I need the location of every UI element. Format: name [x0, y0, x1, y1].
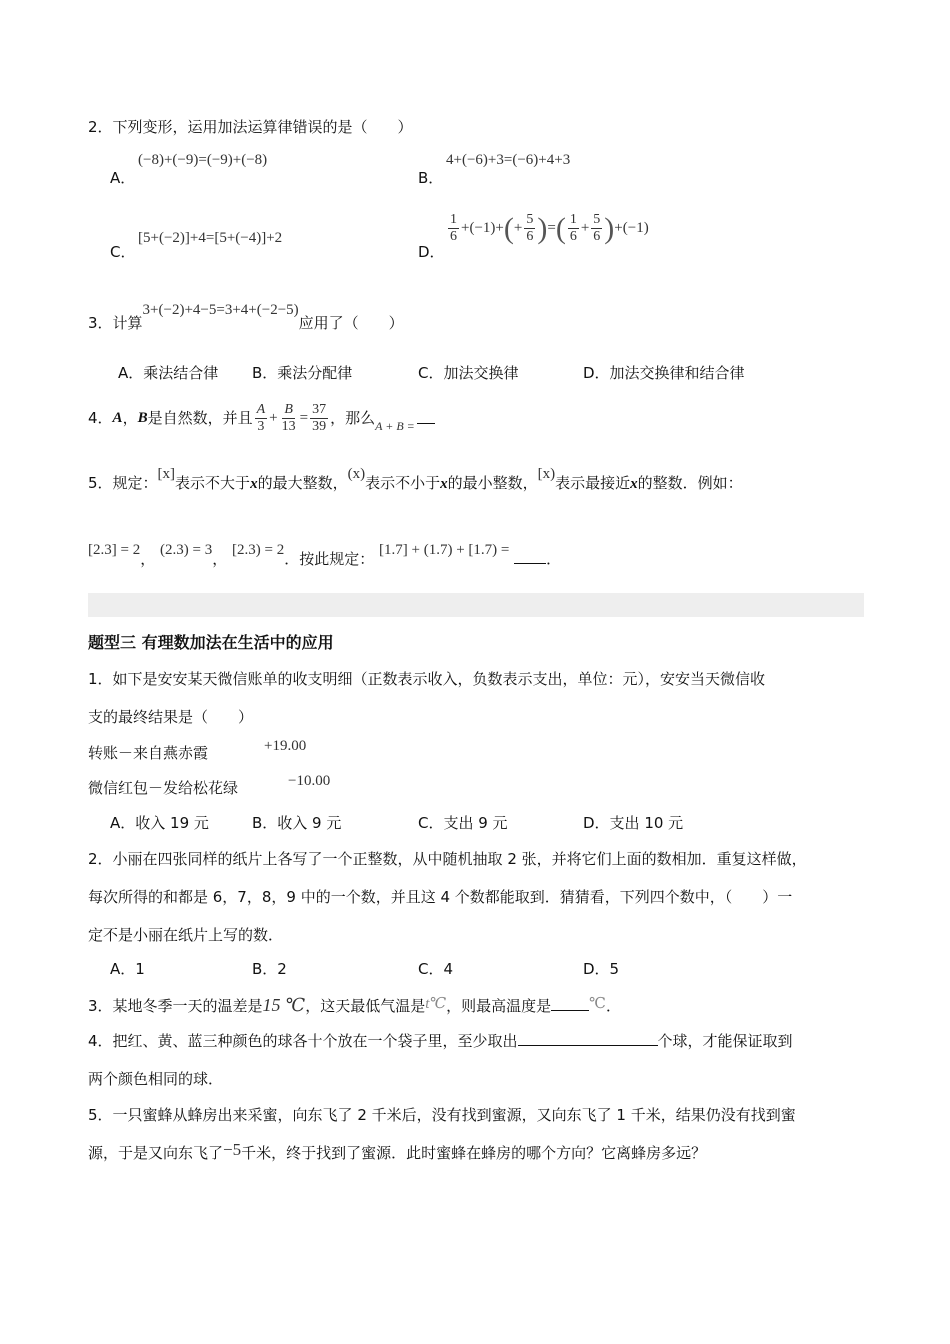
option-c: C．加法交换律 — [418, 364, 519, 382]
s3-question-2-line-2: 每次所得的和都是 6，7，8，9 中的一个数，并且这 4 个数都能取到．猜猜看，下列四个数中，（ ）一 — [88, 888, 793, 906]
fraction: $\frac{37}{39}$ — [312, 401, 327, 434]
s3-question-5-line-1: 5．一只蜜蜂从蜂房出来采蜜，向东飞了 2 千米后，没有找到蜜源，又向东飞了 1 千米，结果仍没有找到蜜 — [88, 1106, 796, 1124]
option-b: B．收入 9 元 — [252, 814, 342, 832]
s3-question-4-line-2: 两个颜色相同的球． — [88, 1070, 224, 1088]
option-b: B．乘法分配律 — [252, 364, 353, 382]
question-2-stem: 2．下列变形，运用加法运算律错误的是（ ） — [88, 118, 413, 136]
answer-blank[interactable] — [518, 1031, 658, 1046]
bill-row-1-value: +19.00 — [264, 738, 307, 754]
option-a: A．乘法结合律 — [118, 364, 219, 382]
bill-row-2-label: 微信红包－发给松花绿 — [88, 779, 239, 797]
option-d: D．5 — [583, 960, 620, 978]
fraction: $\frac{1}{6}$ — [569, 212, 577, 244]
fraction: $\frac{A}{3}$ — [256, 401, 266, 434]
fraction: $\frac{5}{6}$ — [526, 212, 534, 244]
option-c: C．支出 9 元 — [418, 814, 508, 832]
s3-question-1-line-1: 1．如下是安安某天微信账单的收支明细（正数表示收入，负数表示支出，单位：元），安安当天微信收 — [88, 670, 766, 688]
s3-question-4-line-1: 4．把红、黄、蓝三种颜色的球各十个放在一个袋子里，至少取出 个球，才能保证取到 — [88, 1032, 793, 1050]
option-b: B．2 — [252, 960, 287, 978]
option-b-label: B． — [418, 169, 444, 187]
s3-question-2-line-1: 2．小丽在四张同样的纸片上各写了一个正整数，从中随机抽取 2 张，并将它们上面的数相加．重复这样做， — [88, 850, 807, 868]
fraction: $\frac{B}{13}$ — [281, 401, 296, 434]
option-d: D．加法交换律和结合律 — [583, 364, 745, 382]
option-a: A．收入 19 元 — [110, 814, 209, 832]
answer-blank[interactable] — [551, 996, 589, 1011]
option-d-label: D． — [418, 243, 445, 261]
question-5-stem: 5．规定：[x]表示不大于x的最大整数，(x)表示不小于x的最小整数，[x)表示最接近x的整数．例如： — [88, 466, 743, 492]
option-a-formula: (−8)+(−9)=(−9)+(−8) — [138, 152, 268, 168]
option-c-label: C． — [110, 243, 136, 261]
bill-row-1-label: 转账－来自燕赤霞 — [88, 744, 209, 762]
fraction: $\frac{5}{6}$ — [593, 212, 601, 244]
answer-blank[interactable] — [417, 413, 435, 424]
option-b-formula: 4+(−6)+3=(−6)+4+3 — [446, 152, 571, 168]
s3-question-2-line-3: 定不是小丽在纸片上写的数． — [88, 926, 284, 944]
option-a-label: A． — [110, 169, 136, 187]
section-divider — [88, 593, 864, 617]
s3-question-3: 3．某地冬季一天的温差是15 ℃，这天最低气温是t℃，则最高温度是 ℃． — [88, 995, 621, 1015]
option-d: D．支出 10 元 — [583, 814, 684, 832]
option-a: A．1 — [110, 960, 145, 978]
answer-blank[interactable] — [514, 549, 546, 564]
question-5-examples: [2.3] = 2， (2.3) = 3， [2.3) = 2．按此规定： [1.7] + (1.7) + [1.7) = ． — [88, 542, 562, 568]
option-c: C．4 — [418, 960, 454, 978]
question-3-stem: 3．计算3+(−2)+4−5=3+4+(−2−5)应用了（ ） — [88, 302, 404, 332]
option-d-formula: $\frac{1}{6}$ +(−1)+ ( + $\frac{5}{6}$ ) = ( $\frac{1}{6}$ + $\frac{5}{6}$ ) +(−1) — [450, 211, 649, 245]
section-heading: 题型三 有理数加法在生活中的应用 — [88, 633, 334, 652]
s3-question-5-line-2: 源，于是又向东飞了−5千米，终于找到了蜜源．此时蜜蜂在蜂房的哪个方向？它离蜂房多远？ — [88, 1140, 707, 1162]
bill-row-2-value: −10.00 — [288, 773, 331, 789]
fraction: $\frac{1}{6}$ — [450, 212, 457, 244]
question-4-stem: 4． A ， B 是自然数，并且 $\frac{A}{3}$ + $\frac{B}{13}$ = $\frac{37}{39}$ ，那么 A + B = — [88, 397, 435, 439]
option-c-formula: [5+(−2)]+4=[5+(−4)]+2 — [138, 230, 283, 246]
s3-question-1-line-2: 支的最终结果是（ ） — [88, 708, 254, 726]
